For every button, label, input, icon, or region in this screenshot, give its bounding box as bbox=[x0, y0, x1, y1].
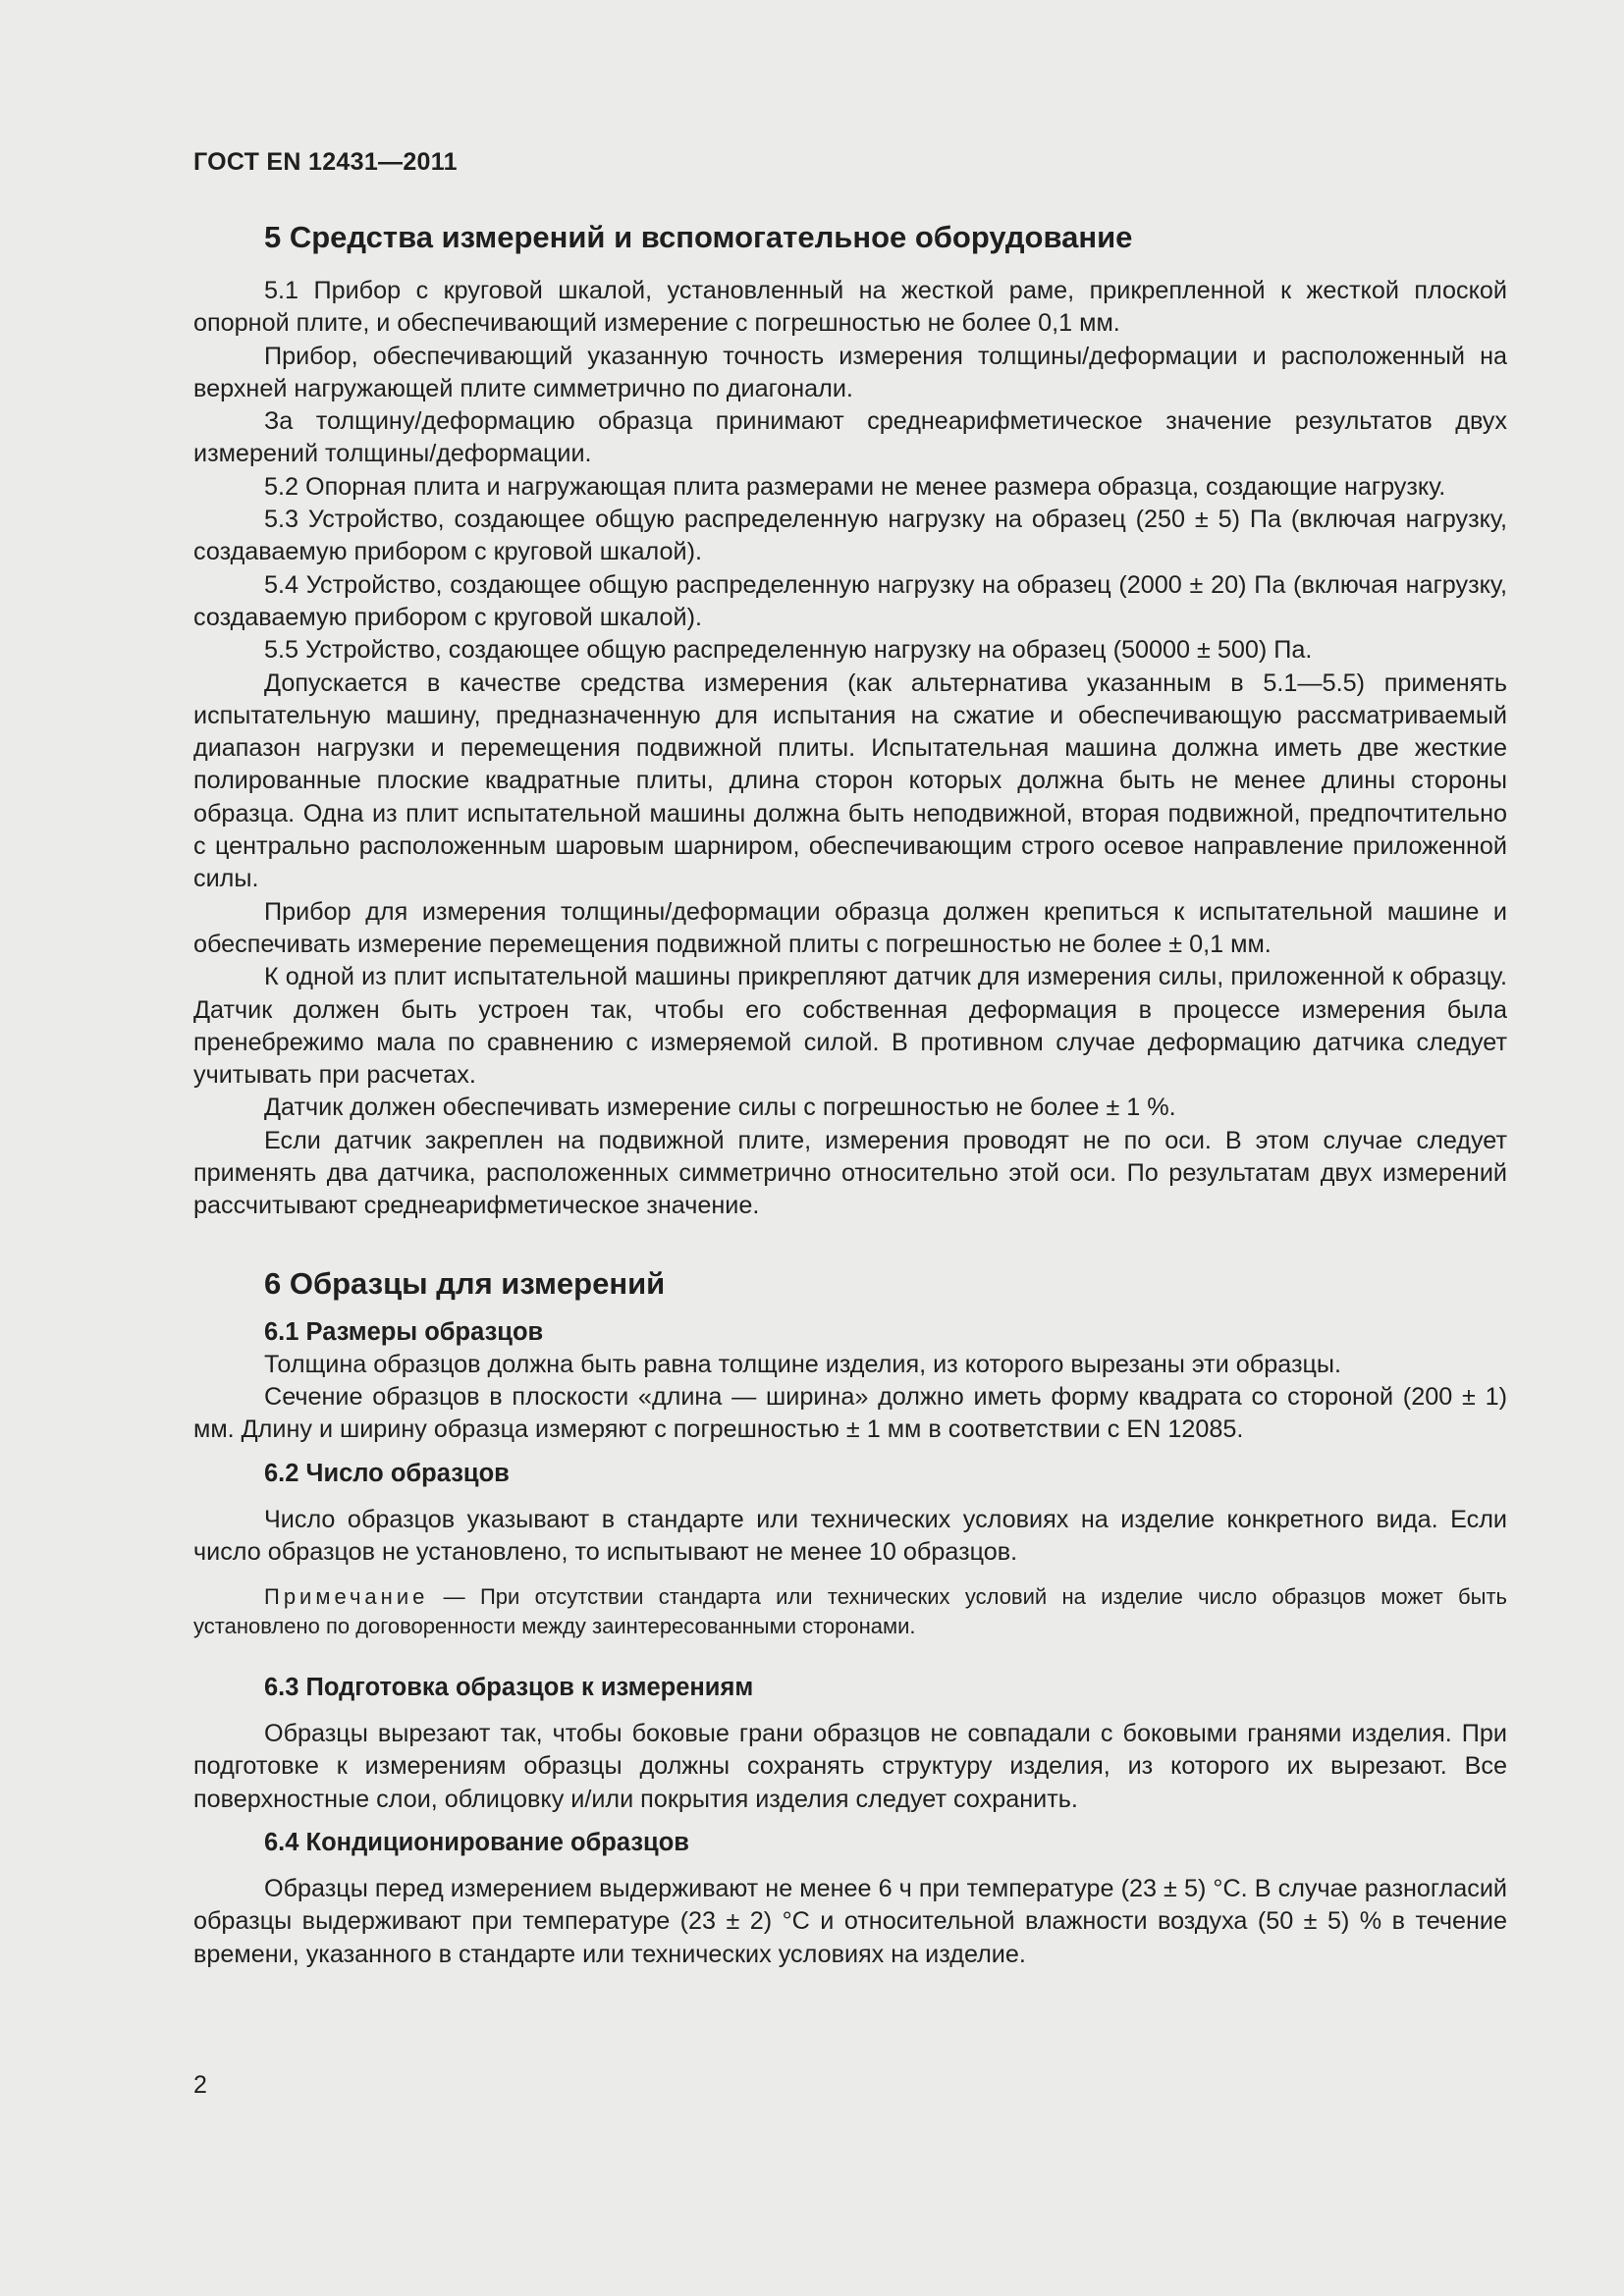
paragraph: Образцы вырезают так, чтобы боковые грани образцов не совпадали с боковыми гранями изделия. При подготовке к измерениям образцы должны сохранять структуру изделия, из которого их вырезают. Все поверхностные слои, облицовку и/или покрытия изделия следует сохранить. bbox=[193, 1720, 1507, 1813]
paragraph: Прибор, обеспечивающий указанную точность измерения толщины/деформации и расположенный на верхней нагружающей плите симметрично по диагонали. bbox=[193, 342, 1507, 402]
paragraph-5-5: 5.5 Устройство, создающее общую распределенную нагрузку на образец (50000 ± 500) Па. bbox=[264, 636, 1313, 665]
paragraph: К одной из плит испытательной машины прикрепляют датчик для измерения силы, приложенной к образцу. Датчик должен быть устроен так, чтобы его собственная деформация в процессе измерения была пренебрежимо мала по сравнению с измеряемой силой. В противном случае деформацию датчика следует учитывать при расчетах. bbox=[193, 963, 1507, 1090]
page-content bbox=[193, 218, 1507, 1971]
paragraph: Прибор для измерения толщины/деформации образца должен крепиться к испытательной машине и обеспечивать измерение перемещения подвижной плиты с погрешностью не более ± 0,1 мм. bbox=[193, 897, 1507, 958]
paragraph-5-4: 5.4 Устройство, создающее общую распределенную нагрузку на образец (2000 ± 20) Па (включая нагрузку, создаваемую прибором с круговой шкалой). bbox=[193, 570, 1507, 631]
paragraph: Сечение образцов в плоскости «длина — ширина» должно иметь форму квадрата со стороной (200 ± 1) мм. Длину и ширину образца измеряют с погрешностью ± 1 мм в соответствии с EN 12085. bbox=[193, 1382, 1507, 1444]
note bbox=[193, 1582, 1507, 1641]
paragraph: Датчик должен обеспечивать измерение силы с погрешностью не более ± 1 %. bbox=[264, 1094, 1176, 1122]
note-label: Примечание bbox=[264, 1584, 429, 1610]
paragraph: Толщина образцов должна быть равна толщине изделия, из которого вырезаны эти образцы. bbox=[264, 1350, 1342, 1378]
page-number: 2 bbox=[193, 2071, 207, 2099]
paragraph: Если датчик закреплен на подвижной плите, измерения проводят не по оси. В этом случае следует применять два датчика, расположенных симметрично относительно этой оси. По результатам двух измерений рассчитывают среднеарифметическое значение. bbox=[193, 1126, 1507, 1220]
subsection-6-1-title: 6.1 Размеры образцов bbox=[264, 1317, 544, 1346]
paragraph-5-1: 5.1 Прибор с круговой шкалой, установленный на жесткой раме, прикрепленной к жесткой плоской опорной плите, и обеспечивающий измерение с погрешностью не более 0,1 мм. bbox=[193, 277, 1507, 338]
paragraph-5-2: 5.2 Опорная плита и нагружающая плита размерами не менее размера образца, создающие нагрузку. bbox=[264, 472, 1446, 501]
section-5-title: 5 Средства измерений и вспомогательное оборудование bbox=[264, 220, 1133, 254]
document-header: ГОСТ EN 12431—2011 bbox=[193, 148, 458, 176]
paragraph: Число образцов указывают в стандарте или технических условиях на изделие конкретного вида. Если число образцов не установлено, то испытывают не менее 10 образцов. bbox=[193, 1505, 1507, 1566]
subsection-6-4-title: 6.4 Кондиционирование образцов bbox=[264, 1828, 689, 1856]
section-6-title: 6 Образцы для измерений bbox=[264, 1265, 666, 1301]
paragraph: За толщину/деформацию образца принимают среднеарифметическое значение результатов двух измерений толщины/деформации. bbox=[193, 407, 1507, 468]
paragraph: Допускается в качестве средства измерения (как альтернатива указанным в 5.1—5.5) применять испытательную машину, предназначенную для испытания на сжатие и обеспечивающую рассматриваемый диапазон нагрузки и перемещения подвижной плиты. Испытательная машина должна иметь две жесткие полированные плоские квадратные плиты, длина сторон которых должна быть не менее длины стороны образца. Одна из плит испытательной машины должна быть неподвижной, вторая подвижной, предпочтительно с центрально расположенным шаровым шарниром, обеспечивающим строго осевое направление приложенной силы. bbox=[193, 668, 1507, 893]
subsection-6-3-title: 6.3 Подготовка образцов к измерениям bbox=[264, 1674, 754, 1702]
note-text: — При отсутствии стандарта или технических условий на изделие число образцов может быть установлено по договоренности между заинтересованными сторонами. bbox=[193, 1584, 1507, 1639]
paragraph-5-3: 5.3 Устройство, создающее общую распределенную нагрузку на образец (250 ± 5) Па (включая нагрузку, создаваемую прибором с круговой шкалой). bbox=[193, 506, 1507, 566]
paragraph: Образцы перед измерением выдерживают не менее 6 ч при температуре (23 ± 5) °С. В случае разногласий образцы выдерживают при температуре (23 ± 2) °С и относительной влажности воздуха (50 ± 5) % в течение времени, указанного в стандарте или технических условиях на изделие. bbox=[193, 1874, 1507, 1968]
subsection-6-2-title: 6.2 Число образцов bbox=[264, 1459, 510, 1487]
